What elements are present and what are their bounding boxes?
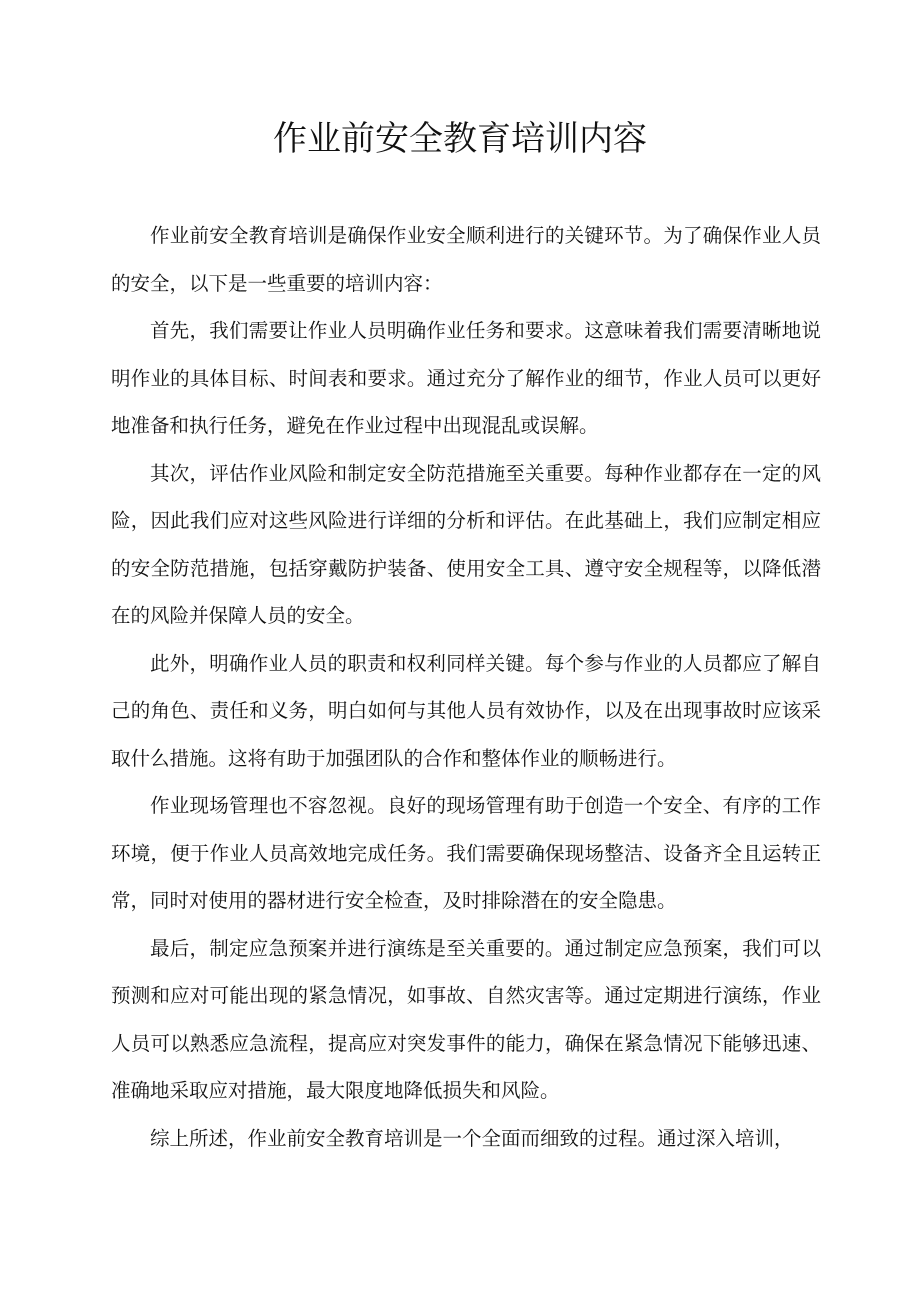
document-title: 作业前安全教育培训内容 — [273, 119, 647, 159]
paragraph: 综上所述，作业前安全教育培训是一个全面而细致的过程。通过深入培训， — [150, 1126, 794, 1150]
paragraph: 其次，评估作业风险和制定安全防范措施至关重要。每种作业都存在一定的风险，因此我们应对这些风险进行详细的分析和评估。在此基础上，我们应制定相应的安全防范措施，包括穿戴防护装备、使用安全工具、遵守安全规程等，以降低潜在的风险并保障人员的安全。 — [111, 461, 821, 627]
paragraph: 最后，制定应急预案并进行演练是至关重要的。通过制定应急预案，我们可以预测和应对可能出现的紧急情况，如事故、自然灾害等。通过定期进行演练，作业人员可以熟悉应急流程，提高应对突发事件的能力，确保在紧急情况下能够迅速、准确地采取应对措施，最大限度地降低损失和风险。 — [111, 936, 821, 1102]
paragraph: 作业现场管理也不容忽视。良好的现场管理有助于创造一个安全、有序的工作环境，便于作业人员高效地完成任务。我们需要确保现场整洁、设备齐全且运转正常，同时对使用的器材进行安全检查，及时排除潜在的安全隐患。 — [111, 794, 821, 912]
document-body — [111, 212, 821, 1162]
paragraph: 此外，明确作业人员的职责和权利同样关键。每个参与作业的人员都应了解自己的角色、责任和义务，明白如何与其他人员有效协作，以及在出现事故时应该采取什么措施。这将有助于加强团队的合作和整体作业的顺畅进行。 — [111, 651, 821, 770]
paragraph: 首先，我们需要让作业人员明确作业任务和要求。这意味着我们需要清晰地说明作业的具体目标、时间表和要求。通过充分了解作业的细节，作业人员可以更好地准备和执行任务，避免在作业过程中出现混乱或误解。 — [111, 319, 821, 437]
paragraph: 作业前安全教育培训是确保作业安全顺利进行的关键环节。为了确保作业人员的安全，以下是一些重要的培训内容： — [111, 224, 821, 295]
